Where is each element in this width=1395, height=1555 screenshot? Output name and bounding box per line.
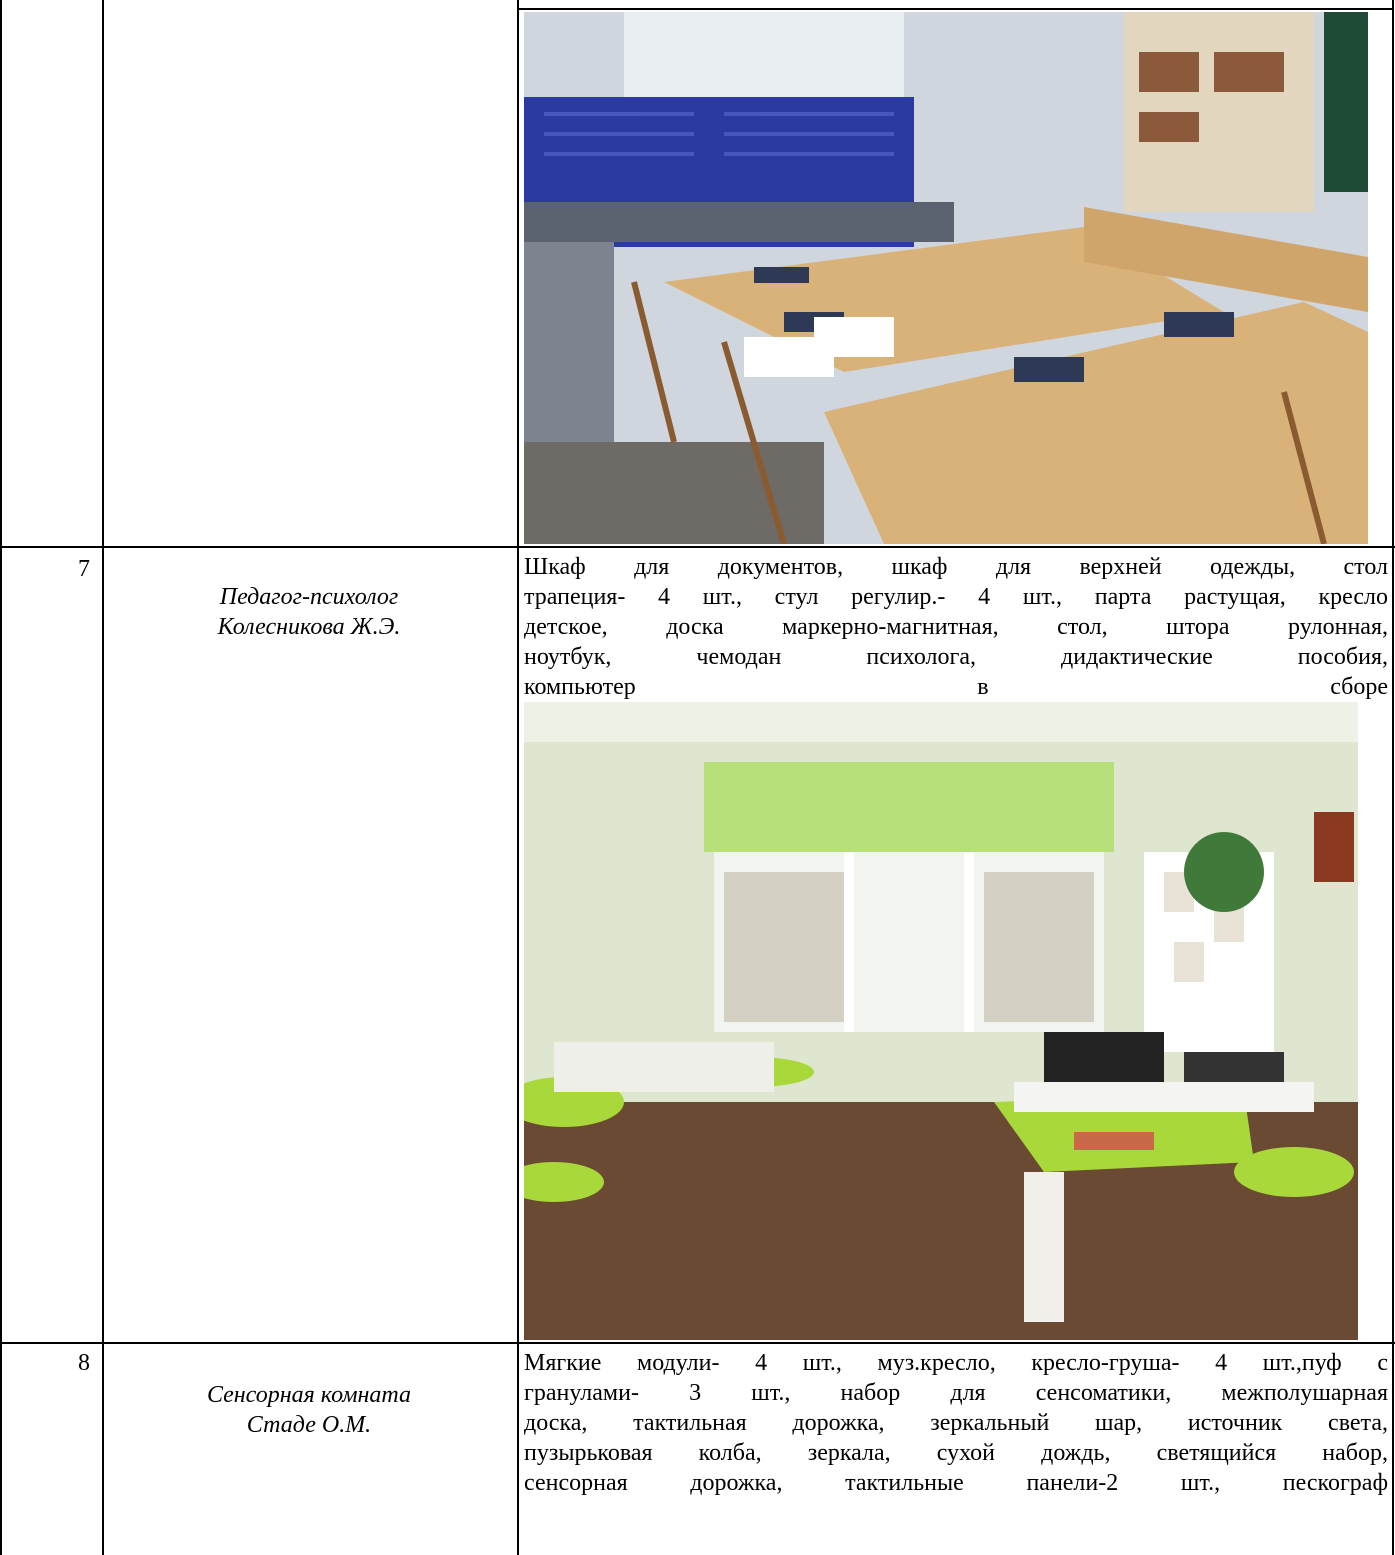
row-number-8: 8	[78, 1350, 90, 1376]
row-7-desc-line-3: детское, доска маркерно-магнитная, стол, штора рулонная,	[524, 614, 1388, 640]
row-8-desc-line-2: гранулами- 3 шт., набор для сенсоматики, межполушарная	[524, 1380, 1388, 1406]
psychologist-room-photo	[524, 702, 1358, 1340]
row-divider-1	[0, 546, 1395, 548]
row-name-7	[104, 582, 514, 642]
row-8-desc-line-3: доска, тактильная дорожка, зеркальный шар, источник света,	[524, 1410, 1388, 1436]
row-divider-2	[0, 1342, 1395, 1344]
table-column-divider-2	[517, 0, 519, 1555]
row-7-name-line-1: Педагог-психолог	[219, 584, 399, 610]
table-border-top	[517, 8, 1394, 10]
table-border-left	[0, 0, 2, 1555]
workshop-room-photo	[524, 12, 1368, 544]
row-8-desc-line-4: пузырьковая колба, зеркала, сухой дождь, светящийся набор,	[524, 1440, 1388, 1466]
row-7-name-line-2: Колесникова Ж.Э.	[217, 614, 401, 640]
row-8-desc-line-5: сенсорная дорожка, тактильные панели-2 шт., пескограф	[524, 1470, 1388, 1496]
row-number-7: 7	[78, 556, 90, 582]
row-7-desc-line-1: Шкаф для документов, шкаф для верхней одежды, стол	[524, 554, 1388, 580]
row-7-desc-line-4: ноутбук, чемодан психолога, дидактические пособия,	[524, 644, 1388, 670]
row-7-desc-line-5: компьютер в сборе	[524, 674, 1388, 700]
row-8-name-line-2: Стаде О.М.	[246, 1412, 372, 1438]
row-description-8	[524, 1348, 1388, 1498]
row-8-desc-line-1: Мягкие модули- 4 шт., муз.кресло, кресло-груша- 4 шт.,пуф с	[524, 1350, 1388, 1376]
table-border-right	[1392, 0, 1394, 1555]
table-column-divider-1	[102, 0, 104, 1555]
row-7-desc-line-2: трапеция- 4 шт., стул регулир.- 4 шт., парта растущая, кресло	[524, 584, 1388, 610]
row-name-8	[104, 1380, 514, 1440]
row-description-7	[524, 552, 1388, 702]
row-8-name-line-1: Сенсорная комната	[206, 1382, 412, 1408]
